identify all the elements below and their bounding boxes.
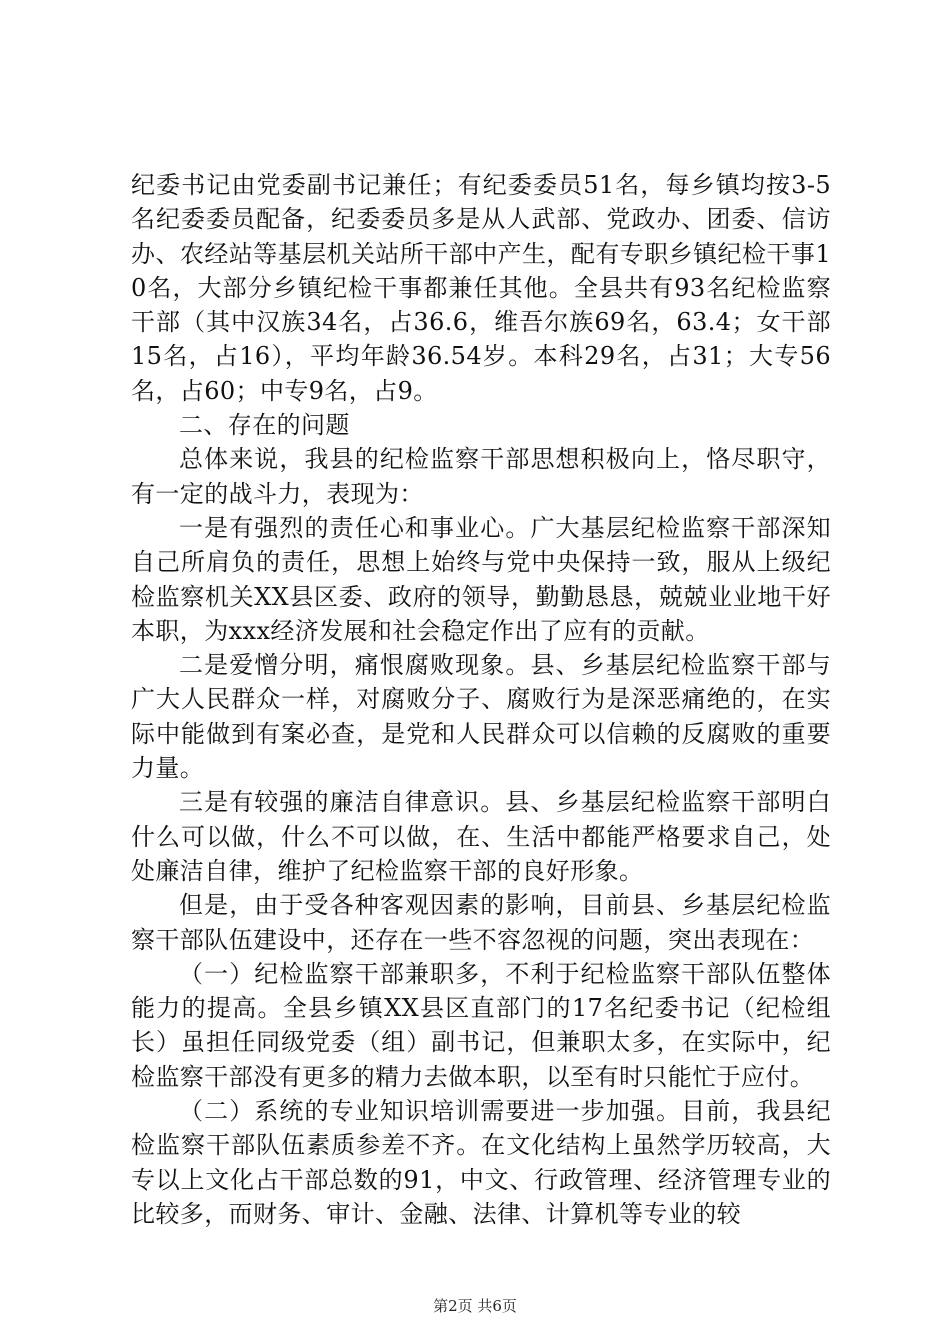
- paragraph-overview: 总体来说，我县的纪检监察干部思想积极向上，恪尽职守，有一定的战斗力，表现为：: [131, 445, 831, 508]
- paragraph-intro-stats: 纪委书记由党委副书记兼任；有纪委委员51名，每乡镇均按3-5名纪委委员配备，纪委委员多是从人武部、党政办、团委、信访办、农经站等基层机关站所干部中产生，配有专职乡镇纪检干事10名，大部分乡镇纪检干事都兼任其他。全县共有93名纪检监察干部（其中汉族34名，占36.6，维吾尔族69名，63.4；女干部15名，占16），平均年龄36.54岁。本科29名，占31；大专56名，占60；中专9名，占9。: [131, 171, 831, 405]
- paragraph-issue-one: （一）纪检监察干部兼职多，不利于纪检监察干部队伍整体能力的提高。全县乡镇XX县区直部门的17名纪委书记（纪检组长）虽担任同级党委（组）副书记，但兼职太多，在实际中，纪检监察干部没有更多的精力去做本职，以至有时只能忙于应付。: [131, 959, 831, 1091]
- page-number-footer: 第2页 共6页: [433, 1297, 517, 1315]
- paragraph-issue-two: （二）系统的专业知识培训需要进一步加强。目前，我县纪检监察干部队伍素质参差不齐。在文化结构上虽然学历较高，大专以上文化占干部总数的91，中文、行政管理、经济管理专业的比较多，而财务、审计、金融、法律、计算机等专业的较: [131, 1097, 831, 1228]
- paragraph-however: 但是，由于受各种客观因素的影响，目前县、乡基层纪检监察干部队伍建设中，还存在一些不容忽视的问题，突出表现在：: [131, 891, 831, 954]
- section-heading-problems: 二、存在的问题: [179, 411, 350, 440]
- paragraph-point-two: 二是爱憎分明，痛恨腐败现象。县、乡基层纪检监察干部与广大人民群众一样，对腐败分子、腐败行为是深恶痛绝的，在实际中能做到有案必查，是党和人民群众可以信赖的反腐败的重要力量。: [131, 651, 831, 783]
- paragraph-point-three: 三是有较强的廉洁自律意识。县、乡基层纪检监察干部明白什么可以做，什么不可以做，在、生活中都能严格要求自己，处处廉洁自律，维护了纪检监察干部的良好形象。: [131, 788, 831, 885]
- paragraph-point-one: 一是有强烈的责任心和事业心。广大基层纪检监察干部深知自己所肩负的责任，思想上始终与党中央保持一致，服从上级纪检监察机关XX县区委、政府的领导，勤勤恳恳，兢兢业业地干好本职，为xxx经济发展和社会稳定作出了应有的贡献。: [131, 513, 831, 645]
- document-body: [131, 168, 831, 1231]
